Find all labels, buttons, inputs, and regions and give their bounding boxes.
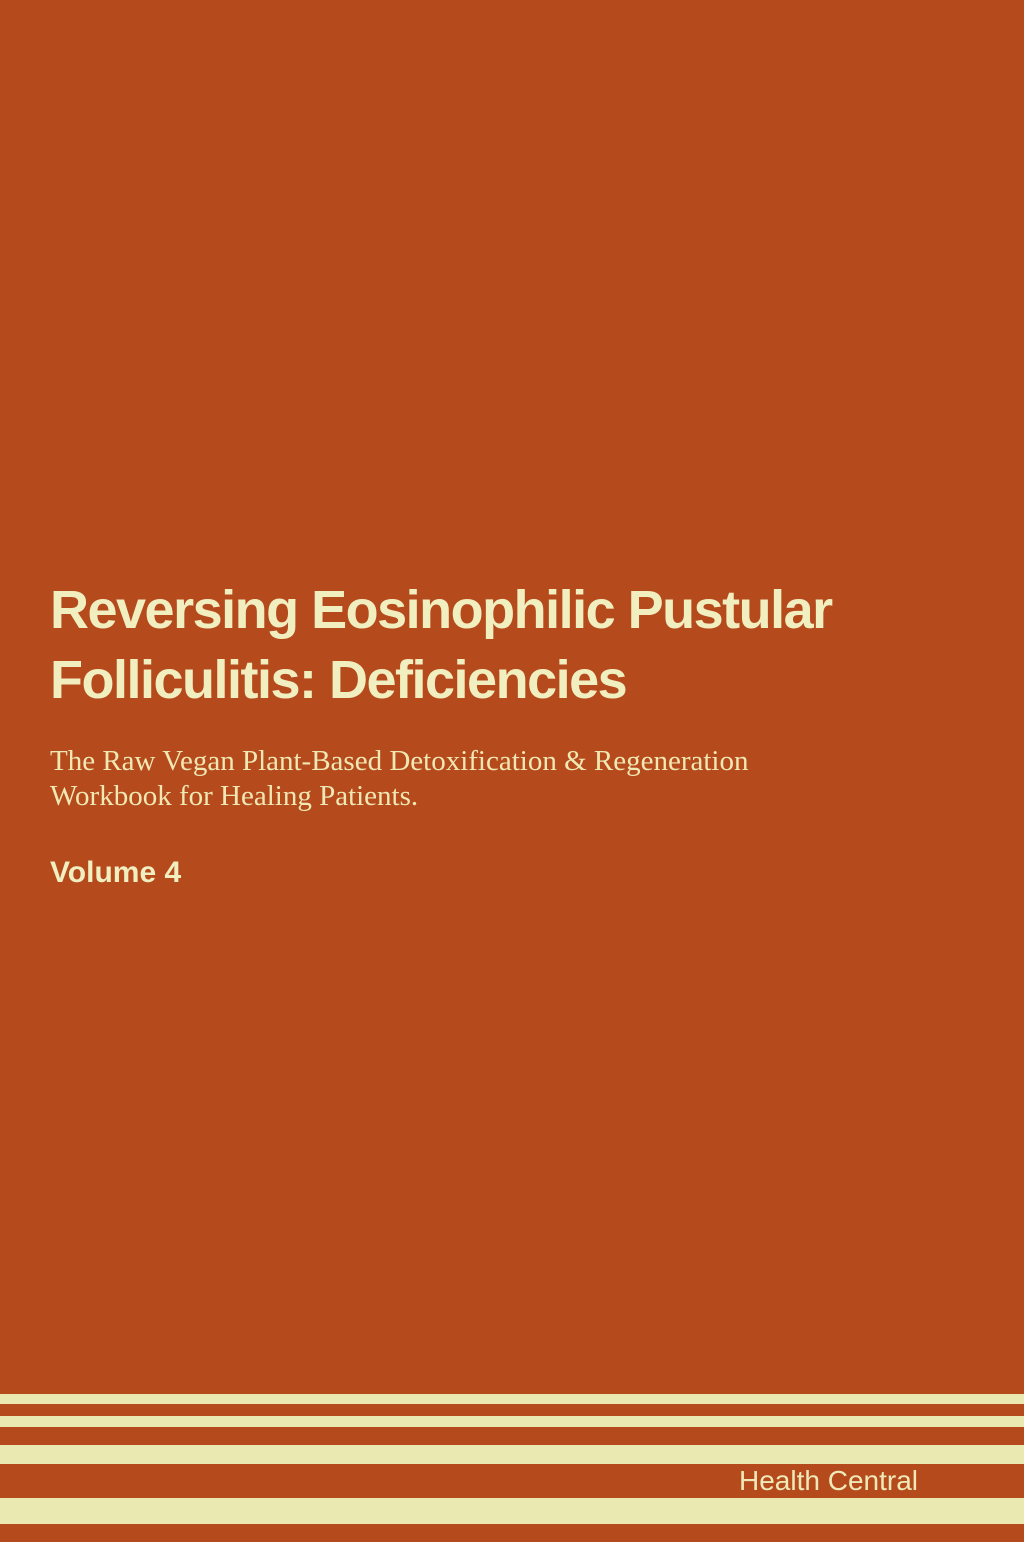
publisher-name: Health Central [739,1465,918,1496]
book-title-line-2: Folliculitis: Deficiencies [50,650,627,710]
footer-stripes [0,1394,1024,1542]
footer-stripe-cream-2 [0,1416,1024,1427]
book-subtitle-line-1: The Raw Vegan Plant-Based Detoxification & Regeneration [50,745,749,777]
book-title [50,575,950,715]
publisher-band [0,1464,1024,1498]
footer-stripe-gap-1 [0,1404,1024,1416]
book-subtitle-line-2: Workbook for Healing Patients. [50,780,419,812]
footer-stripe-gap-2 [0,1427,1024,1445]
book-subtitle [50,744,950,814]
footer-stripe-cream-1 [0,1394,1024,1404]
footer-stripe-gap-3 [0,1524,1024,1542]
volume-label: Volume 4 [50,856,182,889]
footer-stripe-cream-4 [0,1498,1024,1524]
book-title-line-1: Reversing Eosinophilic Pustular [50,580,832,640]
footer-stripe-cream-3 [0,1445,1024,1464]
